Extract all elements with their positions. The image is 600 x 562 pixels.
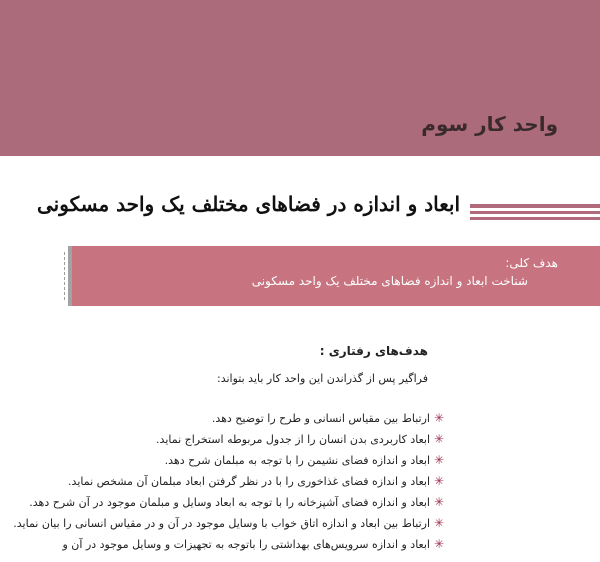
chapter-title-row — [0, 186, 600, 230]
star-bullet-icon: ✳ — [433, 537, 444, 551]
unit-label: واحد کار سوم — [421, 112, 558, 136]
star-bullet-icon: ✳ — [433, 516, 444, 530]
objectives-intro: فراگیر پس از گذراندن این واحد کار باید بتواند: — [217, 372, 428, 385]
list-item: ✳ ابعاد و اندازه فضای نشیمن را با توجه به مبلمان شرح دهد. — [13, 450, 444, 471]
general-goal-box — [68, 246, 600, 306]
list-item: ✳ ارتباط بین ابعاد و اندازه اتاق خواب با وسایل موجود در آن و در مقیاس انسانی را بیان نماید. — [13, 513, 444, 534]
list-item: ✳ ابعاد کاربردی بدن انسان را از جدول مربوطه استخراج نماید. — [13, 429, 444, 450]
general-goal-text: شناخت ابعاد و اندازه فضاهای مختلف یک واحد مسکونی — [251, 274, 528, 288]
list-item: ✳ ارتباط بین مقیاس انسانی و طرح را توضیح دهد. — [13, 408, 444, 429]
chapter-title: ابعاد و اندازه در فضاهای مختلف یک واحد مسکونی — [37, 192, 460, 216]
objectives-heading: هدف‌های رفتاری : — [319, 344, 428, 358]
general-goal-heading: هدف کلی: — [505, 256, 558, 270]
star-bullet-icon: ✳ — [433, 432, 444, 446]
star-bullet-icon: ✳ — [433, 453, 444, 467]
list-item: ✳ ابعاد و اندازه فضای غذاخوری را با در نظر گرفتن ابعاد مبلمان آن مشخص نماید. — [13, 471, 444, 492]
star-bullet-icon: ✳ — [433, 495, 444, 509]
title-decoration-stripes — [470, 204, 600, 223]
star-bullet-icon: ✳ — [433, 411, 444, 425]
objectives-list — [13, 408, 444, 555]
list-item: ✳ ابعاد و اندازه فضای آشپزخانه را با توجه به ابعاد وسایل و مبلمان موجود در آن شرح دهد. — [13, 492, 444, 513]
star-bullet-icon: ✳ — [433, 474, 444, 488]
list-item: ✳ ابعاد و اندازه سرویس‌های بهداشتی را باتوجه به تجهیزات و وسایل موجود در آن و — [13, 534, 444, 555]
